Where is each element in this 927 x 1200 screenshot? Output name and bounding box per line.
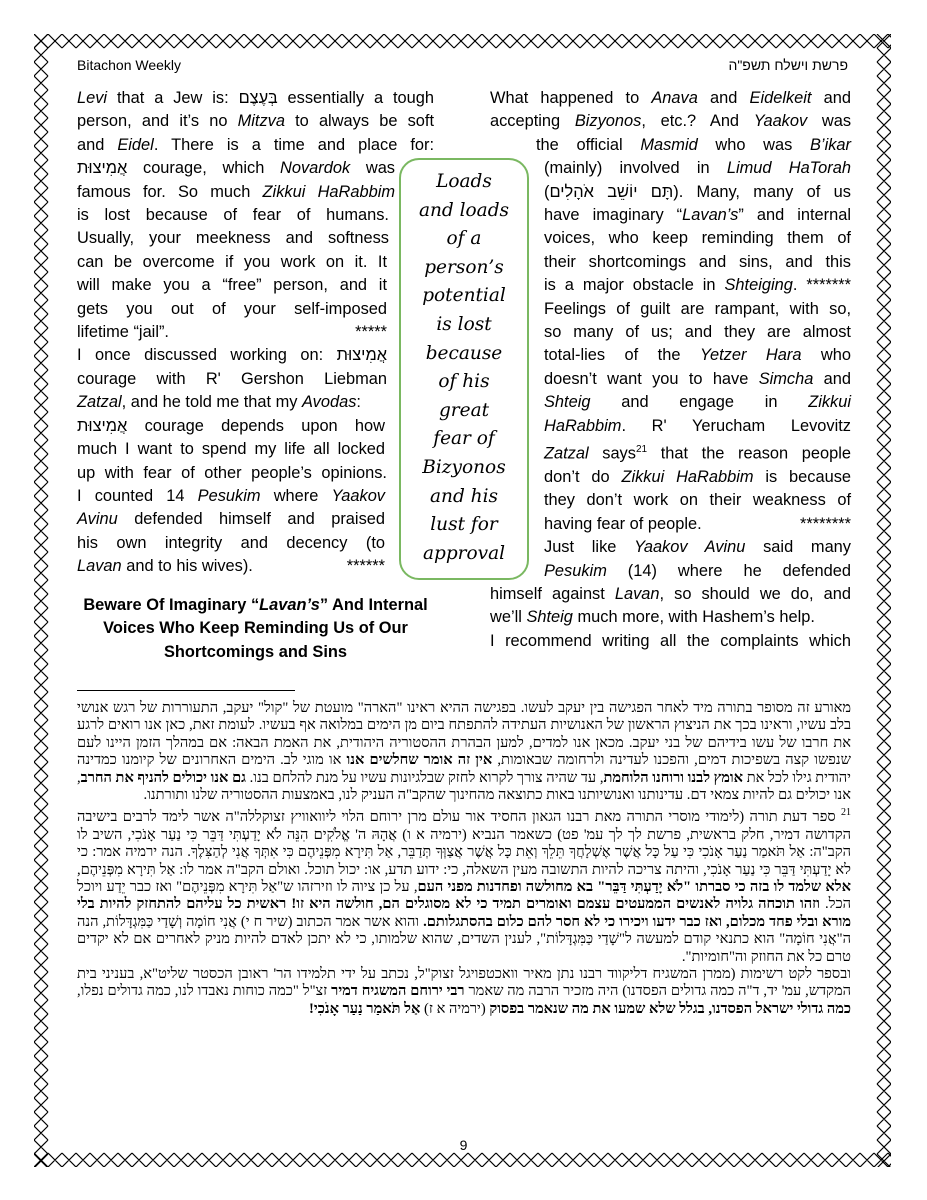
footnote-bold: אַל תֹּאמַר נַעַר אָנֹכִי! (309, 1000, 421, 1017)
text-line: I recommend writing all the complaints which (490, 631, 851, 650)
pull-quote-line: person’s (424, 256, 504, 278)
footnote-text: זצ"ל "כמה כוחות נאבדו לנו, כמה גדולים נפלו, (77, 983, 328, 1000)
text-line: their shortcomings and sins, and this (544, 252, 851, 271)
pull-quote-line: Bizyonos (422, 456, 506, 478)
footnotes (77, 700, 851, 1018)
text-line: famous for. So much Zikkui HaRabbim (77, 182, 395, 201)
section-separator-stars: ******** (799, 514, 851, 533)
header-publication: Bitachon Weekly (77, 57, 182, 73)
text-line: we’ll Shteig much more, with Hashem’s help. (490, 608, 815, 627)
footnote-text: , אנו יכולים גם להיות צמאי דם. עדינותנו ואנושיותנו באות כתוצאה מהחינוך שהקב"ה העניק לנו, באמצעות ההסטוריה שלנו ותורתנו. (77, 769, 851, 804)
right-column (490, 87, 851, 653)
text-line: and Eidel. There is a time and place for: (77, 135, 434, 154)
text-line: accepting Bizyonos, etc.? And Yaakov was (490, 112, 852, 131)
text-line: Feelings of guilt are rampant, with so, (544, 299, 851, 318)
text-line: don’t do Zikkui HaRabbim is because (544, 467, 852, 486)
header-parsha: פרשת וישלח תשפ"ה (728, 57, 848, 73)
pull-quote-line: approval (422, 542, 506, 564)
footnote-text: או מוגי לב. הימים האחרונים של קיומנו כמדינה יהודית גילו לכל את (77, 752, 851, 786)
text-line: (תָּם יוֹשֵׁב אֹהָלִים). Many, many of us (544, 182, 851, 201)
pull-quote-line: lust for (430, 514, 498, 536)
footnote-bold: גם אנו יכולים להניף את החרב (80, 769, 246, 786)
text-line: will make you a “free” person, and it (77, 276, 387, 295)
border-zigzag (34, 34, 891, 48)
section-heading: Beware Of Imaginary “Lavan’s” And Internal Voices Who Keep Reminding Us of Our Shortcomings and Sins (83, 596, 428, 661)
border-zigzag (877, 34, 891, 1167)
text-line: so many of us; and they are almost (544, 323, 851, 342)
pull-quote-line: fear of (433, 428, 495, 450)
pull-quote-line: and his (430, 485, 498, 507)
text-line: have imaginary “Lavan’s” and internal (544, 206, 851, 225)
footnote-continued (77, 700, 851, 804)
text-line: is a major obstacle in Shteiging. ******* (544, 276, 851, 295)
footnote-text: והוא אשר אמר הכתוב (שיר ח י) אֲנִי חוֹמָה וְשָׁדַי כַּמִּגְדָּלוֹת, הנה ה"אֲנִי חוֹמָה" הוא כתנאי קודם למעשה ל"שָׁדַי כַּמִּגְדָּלוֹת", לענין השדים, שהוא שלמותו, כי לא יתכן לאדם להיות מניק לאחרים אם לא יקדים טרם כל את החוזק וה"חומיות". (77, 913, 851, 965)
text-line: אֲמִיצוּת courage depends upon how (77, 416, 385, 435)
text-line: HaRabbim. R' Yerucham Levovitz (544, 416, 851, 435)
left-column (77, 87, 434, 579)
text-line: person, and it’s no Mitzva to always be soft (77, 112, 435, 131)
text-line: Levi that a Jew is: בְּעֶצֶם essentially a tough (77, 89, 434, 107)
footnote-bold: וזהו תוכחה גלויה לאנשים הממעטים עצמם ואומרים תמיד כי לא מסוגלים הם, חולשה היא זו! ראשית כל עליהם להתחזק להיות בלי מורא ובלי פחד מכלום, ואז כבר ידעו ויכירו כי לא חסר להם כלום בהסתגלותם. (77, 896, 852, 930)
footnote-21 (77, 804, 851, 966)
section-separator-stars: ****** (346, 557, 385, 576)
text-line: I once discussed working on: אֲמִיצוּת (77, 346, 387, 365)
text-line: Zatzal, and he told me that my Avodas: (77, 393, 361, 412)
text-line: his own integrity and decency (to (77, 533, 385, 552)
footnote-text: מאורע זה מסופר בתורה מיד לאחר הפגישה בין יעקב לעשו. בפגישה ההיא ראינו "הארה" מועטת של "קול" יעקב, התעוררות של רגש אנושי בלב עשיו, וראינו בכך את הניצוץ הראשון של האנושיות העתידה להתפתח ביום מן הימים במלואה אף בעשיו. לעומת זאת, כאן אנו רואים לרגע את חרבו של עשו בידיהם של בני יעקב. מכאן אנו למדים, למען הבהרת ההסטוריה היהודית, את האמת הבאה: אם במהלך הזמן היינו לעם שנפשו קצה בשפיכות דמים, והפכנו לעדינה ולרחומה שבאומות, (77, 700, 852, 769)
text-line: Usually, your meekness and softness (77, 229, 389, 248)
text-line: (mainly) involved in Limud HaTorah (544, 159, 851, 178)
footnote-bold: כמה גדולי ישראל הפסדנו, בגלל שלא שמעו את מה שנאמר בפסוק (489, 1000, 851, 1017)
text-line: much I want to spend my life all locked (77, 440, 385, 459)
text-line: they don’t work on their weakness of (544, 491, 851, 510)
text-line: courage with R' Gershon Liebman (77, 369, 387, 388)
pull-quote-line: of a (446, 228, 482, 250)
text-line: total-lies of the Yetzer Hara who (544, 346, 851, 365)
text-line: I counted 14 Pesukim where Yaakov (77, 486, 385, 505)
footnote-bold: אומץ לבנו ורוחנו הלוחמת (603, 769, 744, 786)
footnote-text: (ירמיה א ז) (424, 1000, 486, 1017)
footnote-text: , על כן ציוה לו וזירזהו ש"אַל תִּירָא מִפְּנֵיהֶם" ואז כבר יֵדַע ויוכל הכל. (77, 878, 851, 913)
footnote-text: ובספר לקט רשימות (ממרן המשגיח דליקווד רבנו נתן מאיר וואכטפויגל זצוק"ל, נכתב על ידי תלמידו הר' ראובן הכסטר שליט"א, בעניני בית המקדש, עמ' יד, ד"ה כמה גדולים הפסדנו) היה מזכיר הרבה מה שאמר (77, 965, 852, 1000)
text-line: Shteig and engage in Zikkui (544, 393, 851, 412)
text-line: אֲמִיצוּת courage, which Novardok was (77, 159, 396, 178)
text-line: Lavan and to his wives). ****** (77, 555, 385, 578)
text-line: lifetime “jail”. ***** (77, 321, 387, 344)
footnote-text: , עד שהיה צורך לקרוא לחזק שבלגיונות עשיו על מנת להלחם בנו. (249, 769, 604, 786)
pull-quote-line: of his (438, 371, 490, 393)
text-line: the official Masmid who was B’ikar (536, 135, 851, 154)
footnote-number: 21 (841, 807, 851, 819)
pull-quote-line: is lost (436, 313, 492, 335)
text-line: himself against Lavan, so should we do, and (490, 585, 851, 603)
footnote-bold: אין זה אומר שחלשים אנו (346, 752, 493, 769)
section-separator-stars: ***** (355, 323, 387, 342)
footnote-bold: רבי ירוחם המשגיח דמיר (331, 983, 465, 1000)
footnote-bold: אלא שלמד לו בזה כי סברתו "לֹא יָדַעְתִּי דַּבֵּר" בא מחולשה ופחדנות מפני העם (417, 878, 851, 895)
border-zigzag (34, 34, 48, 1167)
pull-quote-line: potential (422, 285, 506, 307)
footnote-continued-2 (77, 966, 851, 1018)
pull-quote-line: great (438, 399, 490, 421)
border-zigzag (34, 1153, 891, 1167)
footnote-text: ספר דעת תורה (לימודי מוסרי התורה מאת רבנו הגאון החסיד אור עולם מרן ירוחם הלוי ליוואוויץ זצוקללה"ה אשר לימד לרבים בישיבה הקדושה דמיר, חלק בראשית, פרשת לך לך עמ' פט) כשאמר הנביא (ירמיה א ו) אֲהָהּ ה' אֱלֹקִים הִנֵּה לֹא יָדַעְתִּי דַּבֵּר כִּי נַעַר אָנֹכִי, השיב לו הקב"ה: אַל תֹּאמַר נַעַר אָנֹכִי כִּי עַל כָּל אֲשֶׁר אֶשְׁלָחֲךָ תֵּלֵךְ וְאֵת כָּל אֲשֶׁר אֲצַוְּךָ תְּדַבֵּר, אַל תִּירָא מִפְּנֵיהֶם כִּי אִתְּךָ אֲנִי לְהַצִּלֶךָ. הנה ירמיה אמר: כי לא יָדַעְתִּי דַּבֵּר כִּי נַעַר אָנֹכִי, והיתה צריכה להיות התשובה מעין השאלה, כי: ידוע תדע, או: יכול תוכל. ואולם הקב"ה אמר לו: אַל תִּירָא מִפְּנֵיהֶם, (77, 809, 851, 878)
pull-quote-line: because (425, 342, 503, 364)
text-line: Just like Yaakov Avinu said many (544, 538, 851, 557)
text-line: What happened to Anava and Eidelkeit and (490, 89, 851, 107)
footnote-divider (77, 690, 295, 691)
text-line: up with fear of other people’s opinions. (77, 463, 387, 482)
text-line: voices, who keep reminding them of (544, 229, 851, 248)
text-line: Pesukim (14) where he defended (544, 561, 851, 580)
text-line: doesn’t want you to have Simcha and (544, 369, 852, 388)
pull-quote-line: Loads (436, 171, 492, 192)
text-line: having fear of people. ******** (544, 513, 851, 536)
text-line: gets you out of your self-imposed (77, 299, 387, 318)
text-line: Avinu defended himself and praised (77, 510, 385, 529)
text-line: Zatzal says$^{21}$ that the reason people (544, 444, 851, 463)
text-line: is lost because of fear of humans. (77, 206, 389, 225)
text-line: can be overcome if you work on it. It (77, 252, 387, 271)
page-number: 9 (459, 1137, 468, 1153)
pull-quote-line: and loads (418, 199, 510, 221)
